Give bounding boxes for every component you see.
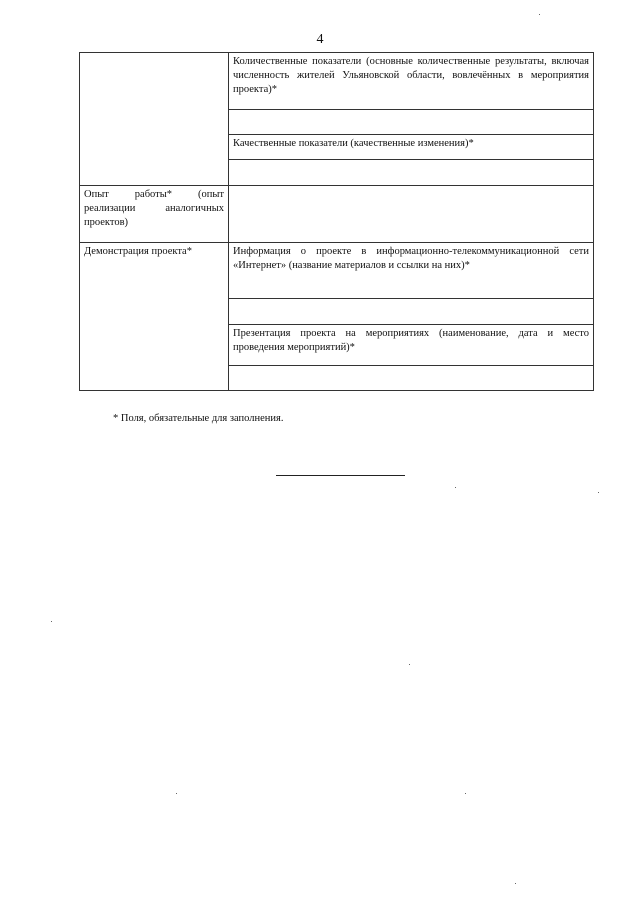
internet-info-label: Информация о проекте в информационно-телекоммуникационной сети «Интернет» (название материалов и ссылки на них)* bbox=[229, 243, 594, 299]
scan-speck bbox=[51, 621, 52, 622]
scan-speck bbox=[176, 793, 177, 794]
scan-speck bbox=[465, 793, 466, 794]
quantitative-indicators-label: Количественные показатели (основные количественные результаты, включая численность жителей Ульяновской области, вовлечённых в мероприятия проекта)* bbox=[229, 53, 594, 110]
work-experience-field[interactable] bbox=[229, 186, 594, 243]
page-number: 4 bbox=[316, 32, 324, 47]
scan-speck bbox=[455, 487, 456, 488]
work-experience-label: Опыт работы* (опыт реализации аналогичных проектов) bbox=[80, 186, 229, 243]
end-divider bbox=[276, 475, 405, 476]
presentation-field[interactable] bbox=[229, 366, 594, 391]
footnote: * Поля, обязательные для заполнения. bbox=[113, 413, 284, 424]
qualitative-indicators-field[interactable] bbox=[229, 160, 594, 186]
scan-speck bbox=[409, 664, 410, 665]
quantitative-indicators-field[interactable] bbox=[229, 110, 594, 135]
project-demonstration-label: Демонстрация проекта* bbox=[80, 243, 229, 391]
qualitative-indicators-label: Качественные показатели (качественные изменения)* bbox=[229, 135, 594, 160]
scan-speck bbox=[539, 14, 540, 15]
empty-label-cell bbox=[80, 53, 229, 186]
scan-speck bbox=[515, 883, 516, 884]
internet-info-field[interactable] bbox=[229, 299, 594, 325]
application-form-table bbox=[79, 52, 594, 391]
presentation-label: Презентация проекта на мероприятиях (наименование, дата и место проведения мероприятий)* bbox=[229, 325, 594, 366]
scan-speck bbox=[598, 492, 599, 493]
